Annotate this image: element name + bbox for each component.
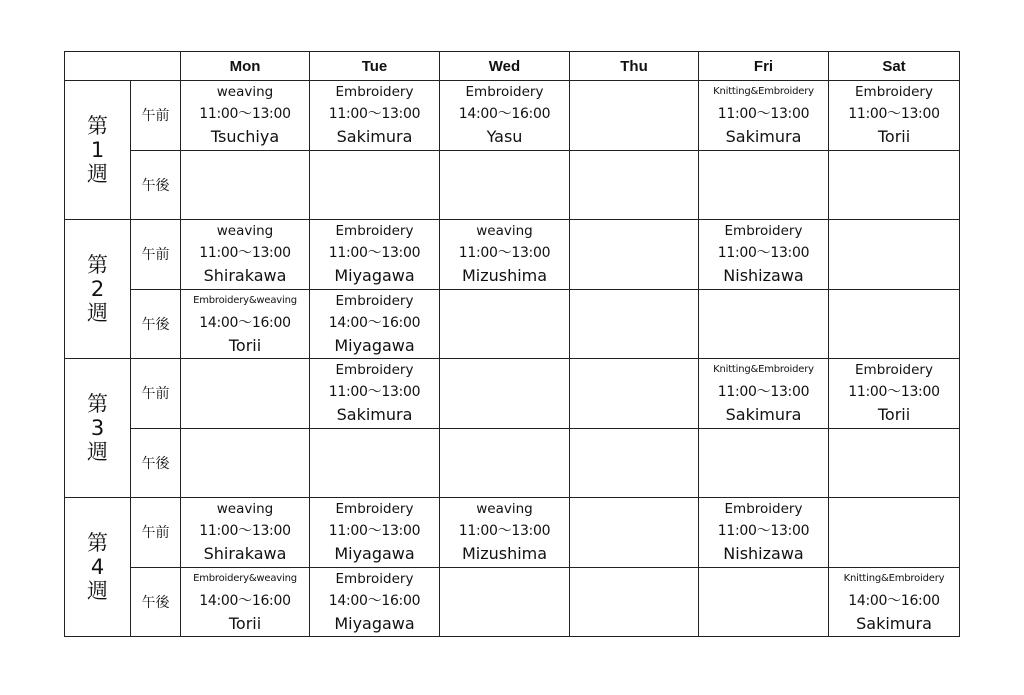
- teacher-name: Nishizawa: [723, 544, 804, 564]
- class-entry: [829, 81, 959, 149]
- course-name: weaving: [476, 501, 533, 518]
- class-cell-wed: [440, 498, 570, 568]
- class-time: 11:00～13:00: [328, 523, 421, 540]
- course-name: weaving: [216, 84, 274, 101]
- schedule-table: [64, 51, 960, 637]
- class-cell-thu: [570, 150, 699, 220]
- class-time: 14:00～16:00: [458, 106, 551, 123]
- course-name: Embroidery: [335, 84, 414, 101]
- class-cell-tue: [310, 428, 440, 498]
- day-header-thu: Thu: [570, 52, 699, 81]
- class-time: 11:00～13:00: [717, 245, 810, 262]
- class-time: 11:00～13:00: [458, 523, 551, 540]
- period-label: 午前: [131, 498, 181, 568]
- course-name: Embroidery: [335, 501, 414, 518]
- class-cell-wed: [440, 81, 570, 151]
- schedule-row: [65, 428, 960, 498]
- week-label-char: 週: [87, 579, 108, 603]
- class-cell-thu: [570, 81, 699, 151]
- schedule-row: [65, 359, 960, 429]
- class-cell-thu: [570, 359, 699, 429]
- class-entry: [181, 290, 309, 358]
- class-cell-fri: [699, 359, 829, 429]
- class-cell-mon: [181, 428, 310, 498]
- class-cell-sat: [829, 220, 960, 290]
- teacher-name: Mizushima: [461, 544, 548, 564]
- corner-cell: [65, 52, 181, 81]
- course-name: Embroidery: [335, 362, 414, 379]
- header-row: [65, 52, 960, 81]
- class-time: 14:00～16:00: [199, 592, 291, 609]
- class-cell-mon: [181, 289, 310, 359]
- class-entry: [181, 220, 309, 288]
- class-time: 11:00～13:00: [458, 245, 551, 262]
- week-label-char: 4: [90, 555, 105, 579]
- class-entry: [181, 498, 309, 566]
- week-label-char: 第: [87, 531, 108, 555]
- week-label-char: 2: [90, 277, 105, 301]
- schedule-row: [65, 220, 960, 290]
- class-cell-wed: [440, 428, 570, 498]
- class-cell-fri: [699, 150, 829, 220]
- teacher-name: Sakimura: [725, 405, 802, 425]
- course-name: Knitting&Embroidery: [713, 364, 814, 376]
- class-cell-fri: [699, 220, 829, 290]
- class-cell-sat: [829, 289, 960, 359]
- course-name: Knitting&Embroidery: [843, 572, 945, 584]
- week-label-char: 第: [87, 253, 108, 277]
- week-label-char: 3: [90, 416, 105, 440]
- teacher-name: Shirakawa: [203, 544, 287, 564]
- class-entry: [310, 220, 439, 288]
- schedule-row: [65, 498, 960, 568]
- class-time: 11:00～13:00: [848, 106, 940, 123]
- class-cell-tue: [310, 498, 440, 568]
- class-entry: [440, 220, 569, 288]
- class-time: 11:00～13:00: [328, 106, 421, 123]
- schedule-row: [65, 567, 960, 637]
- class-entry: [440, 81, 569, 149]
- teacher-name: Torii: [877, 405, 911, 425]
- course-name: Knitting&Embroidery: [713, 86, 814, 98]
- teacher-name: Miyagawa: [334, 613, 415, 633]
- week-label-char: 週: [87, 301, 108, 325]
- class-time: 11:00～13:00: [199, 106, 291, 123]
- week-label-char: 第: [87, 392, 108, 416]
- teacher-name: Torii: [228, 613, 262, 633]
- class-time: 11:00～13:00: [848, 384, 940, 401]
- class-cell-sat: [829, 81, 960, 151]
- class-time: 11:00～13:00: [717, 523, 810, 540]
- course-name: Embroidery: [335, 223, 414, 240]
- schedule-body: [65, 81, 960, 637]
- class-cell-tue: [310, 359, 440, 429]
- class-cell-tue: [310, 289, 440, 359]
- period-label: 午後: [131, 428, 181, 498]
- class-cell-thu: [570, 567, 699, 637]
- class-cell-thu: [570, 289, 699, 359]
- week-label-char: 1: [90, 138, 105, 162]
- teacher-name: Sakimura: [336, 405, 413, 425]
- teacher-name: Yasu: [486, 127, 523, 147]
- schedule-row: [65, 289, 960, 359]
- class-cell-fri: [699, 81, 829, 151]
- class-cell-mon: [181, 567, 310, 637]
- schedule-row: [65, 81, 960, 151]
- class-entry: [829, 568, 959, 636]
- class-time: 11:00～13:00: [199, 523, 291, 540]
- class-cell-mon: [181, 359, 310, 429]
- class-time: 14:00～16:00: [328, 592, 421, 609]
- class-entry: [699, 220, 828, 288]
- class-time: 11:00～13:00: [717, 384, 810, 401]
- class-time: 11:00～13:00: [717, 106, 810, 123]
- day-header-fri: Fri: [699, 52, 829, 81]
- class-entry: [699, 81, 828, 149]
- class-entry: [310, 81, 439, 149]
- class-entry: [310, 498, 439, 566]
- class-time: 11:00～13:00: [328, 384, 421, 401]
- class-cell-thu: [570, 428, 699, 498]
- teacher-name: Mizushima: [461, 266, 548, 286]
- week-label-char: 第: [87, 114, 108, 138]
- class-entry: [181, 81, 309, 149]
- class-time: 11:00～13:00: [199, 245, 291, 262]
- teacher-name: Torii: [877, 127, 911, 147]
- class-cell-sat: [829, 150, 960, 220]
- class-cell-mon: [181, 220, 310, 290]
- course-name: Embroidery: [855, 362, 933, 379]
- teacher-name: Torii: [228, 335, 262, 355]
- class-cell-tue: [310, 150, 440, 220]
- course-name: Embroidery: [724, 223, 803, 240]
- class-entry: [440, 498, 569, 566]
- course-name: weaving: [476, 223, 533, 240]
- teacher-name: Nishizawa: [723, 266, 804, 286]
- class-time: 14:00～16:00: [328, 314, 421, 331]
- day-header-wed: Wed: [440, 52, 570, 81]
- class-cell-tue: [310, 81, 440, 151]
- class-cell-wed: [440, 289, 570, 359]
- class-cell-tue: [310, 567, 440, 637]
- day-header-sat: Sat: [829, 52, 960, 81]
- class-cell-wed: [440, 567, 570, 637]
- teacher-name: Miyagawa: [334, 266, 415, 286]
- class-cell-fri: [699, 289, 829, 359]
- day-header-tue: Tue: [310, 52, 440, 81]
- class-time: 11:00～13:00: [328, 245, 421, 262]
- course-name: Embroidery: [335, 570, 414, 587]
- class-cell-fri: [699, 567, 829, 637]
- teacher-name: Sakimura: [856, 613, 932, 633]
- course-name: Embroidery: [724, 501, 803, 518]
- class-cell-sat: [829, 359, 960, 429]
- teacher-name: Shirakawa: [203, 266, 287, 286]
- day-header-mon: Mon: [181, 52, 310, 81]
- class-cell-wed: [440, 359, 570, 429]
- period-label: 午後: [131, 150, 181, 220]
- class-cell-thu: [570, 498, 699, 568]
- period-label: 午前: [131, 359, 181, 429]
- class-entry: [699, 498, 828, 566]
- course-name: Embroidery: [465, 84, 544, 101]
- class-cell-sat: [829, 428, 960, 498]
- class-cell-mon: [181, 150, 310, 220]
- schedule-row: [65, 150, 960, 220]
- week-label: [65, 81, 131, 220]
- teacher-name: Sakimura: [336, 127, 413, 147]
- week-label-char: 週: [87, 440, 108, 464]
- class-cell-fri: [699, 428, 829, 498]
- class-cell-wed: [440, 220, 570, 290]
- week-label: [65, 359, 131, 498]
- class-time: 14:00～16:00: [848, 592, 940, 609]
- teacher-name: Tsuchiya: [210, 127, 280, 147]
- course-name: Embroidery&weaving: [193, 294, 297, 306]
- week-label-char: 週: [87, 162, 108, 186]
- class-cell-mon: [181, 498, 310, 568]
- week-label: [65, 220, 131, 359]
- class-entry: [829, 359, 959, 427]
- class-cell-sat: [829, 567, 960, 637]
- class-entry: [310, 568, 439, 636]
- course-name: weaving: [216, 501, 274, 518]
- period-label: 午前: [131, 81, 181, 151]
- class-cell-sat: [829, 498, 960, 568]
- class-entry: [310, 359, 439, 427]
- class-time: 14:00～16:00: [199, 314, 291, 331]
- week-label: [65, 498, 131, 637]
- class-entry: [699, 359, 828, 427]
- course-name: Embroidery: [335, 292, 414, 309]
- class-cell-tue: [310, 220, 440, 290]
- teacher-name: Sakimura: [725, 127, 802, 147]
- course-name: Embroidery&weaving: [193, 572, 297, 584]
- class-entry: [181, 568, 309, 636]
- class-cell-thu: [570, 220, 699, 290]
- teacher-name: Miyagawa: [334, 335, 415, 355]
- period-label: 午後: [131, 289, 181, 359]
- class-cell-fri: [699, 498, 829, 568]
- course-name: Embroidery: [855, 84, 933, 101]
- class-cell-wed: [440, 150, 570, 220]
- class-cell-mon: [181, 81, 310, 151]
- course-name: weaving: [216, 223, 274, 240]
- period-label: 午前: [131, 220, 181, 290]
- period-label: 午後: [131, 567, 181, 637]
- teacher-name: Miyagawa: [334, 544, 415, 564]
- class-entry: [310, 290, 439, 358]
